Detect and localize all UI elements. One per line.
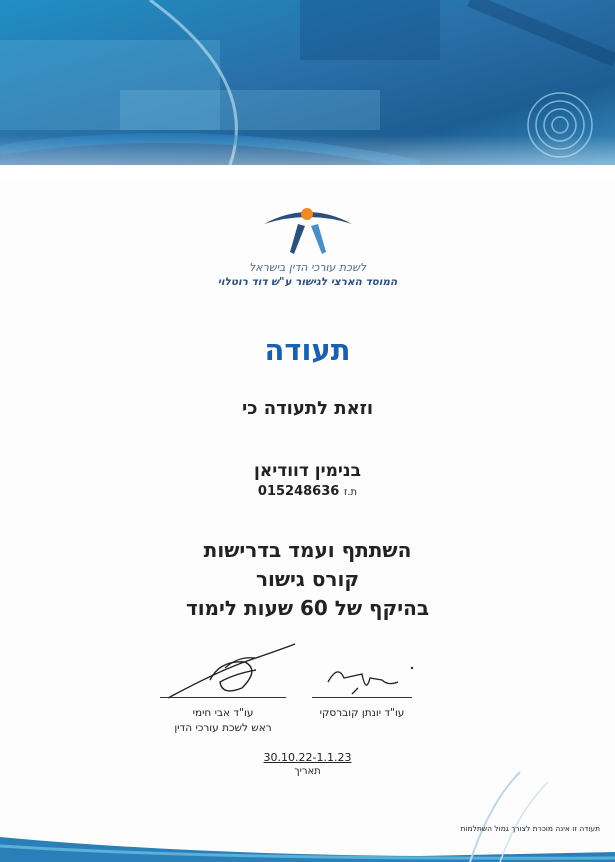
- id-number: 015248636: [257, 484, 340, 499]
- body-line-3: בהיקף של 60 שעות לימוד: [185, 596, 430, 620]
- signature-left-role: ראש לשכת עורכי הדין: [174, 722, 272, 734]
- body-line-1: השתתף ועמד בדרישות: [203, 538, 412, 562]
- org-name-line1: לשכת עורכי הדין בישראל: [248, 261, 367, 274]
- recipient-id: [0, 484, 615, 499]
- signature-left-image: [160, 640, 300, 702]
- recipient-name: בנימין דוודיאן: [253, 461, 361, 481]
- signature-left-line: [160, 697, 286, 698]
- footer-disclaimer: תעודה זו אינה מוכרת לצורך גמול השתלמות: [460, 824, 600, 833]
- signature-right-name: עו"ד יונתן קוברסקי: [319, 707, 405, 719]
- certificate-subtitle: וזאת לתעודה כי: [241, 398, 374, 419]
- top-banner-decoration: [0, 0, 615, 180]
- signature-right-image: [318, 658, 418, 700]
- signature-right-line: [312, 697, 412, 698]
- body-line-2: קורס גישור: [255, 567, 360, 591]
- logo-icon: [258, 204, 358, 258]
- date-label: תאריך: [294, 766, 321, 777]
- id-label: ת.ז: [343, 487, 358, 498]
- date-value: 30.10.22-1.1.23: [263, 751, 352, 764]
- org-name-line2: המוסד הארצי לגישור ע"ש דוד רוטלוי: [217, 276, 398, 288]
- signature-left-name: עו"ד אבי חימי: [192, 707, 254, 719]
- certificate-title: תעודה: [264, 333, 351, 367]
- bottom-swoosh-decoration: [0, 742, 615, 862]
